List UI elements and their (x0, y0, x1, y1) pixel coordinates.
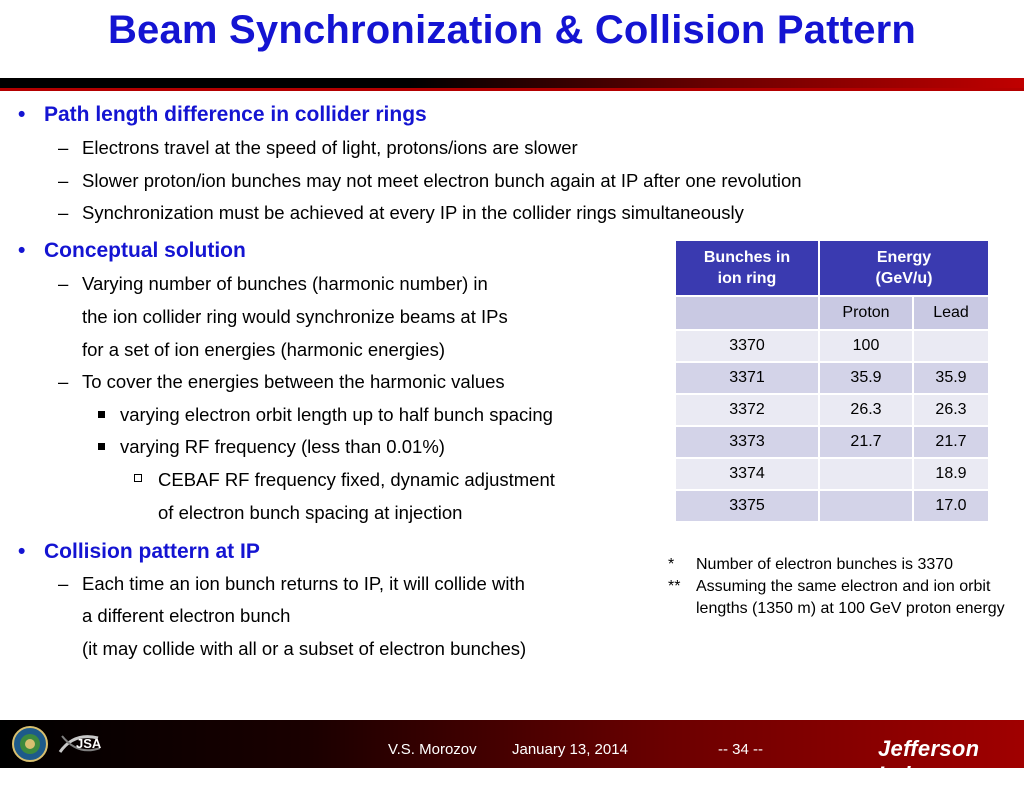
footnote-marker: ** (668, 578, 681, 595)
footer-date: January 13, 2014 (512, 741, 628, 758)
header-line: (GeV/u) (875, 270, 933, 287)
header-line: Energy (876, 249, 932, 266)
section-heading-conceptual-solution (18, 239, 246, 263)
sub-sub-list-item-continuation: of electron bunch spacing at injection (158, 502, 463, 523)
list-item-continuation: a different electron bunch (82, 605, 291, 626)
dash-bullet: – (58, 137, 69, 158)
dash-bullet: – (58, 202, 69, 223)
list-item (58, 170, 802, 192)
sub-sub-list-item (158, 469, 555, 491)
item-text: varying electron orbit length up to half bunch spacing (120, 404, 553, 425)
footer-author: V.S. Morozov (388, 741, 477, 758)
hollow-square-bullet (134, 474, 142, 482)
item-text: CEBAF RF frequency fixed, dynamic adjustment (158, 469, 555, 490)
table-cell (819, 490, 913, 522)
table-cell: 21.7 (819, 426, 913, 458)
table-cell: 18.9 (913, 458, 989, 490)
table-cell: 100 (819, 330, 913, 362)
list-item (58, 573, 525, 595)
harmonic-energy-table (674, 239, 990, 523)
table-cell: 3375 (675, 490, 819, 522)
footer-page-number: -- 34 -- (718, 741, 763, 758)
bullet-dot: • (18, 540, 26, 563)
header-line: ion ring (717, 270, 777, 287)
table-row (675, 330, 989, 362)
table-cell: 17.0 (913, 490, 989, 522)
slide-title: Beam Synchronization & Collision Pattern (107, 8, 917, 52)
footnote-text: Assuming the same electron and ion orbit lengths (1350 m) at 100 GeV proton energy (696, 578, 1005, 617)
slide-footer (0, 720, 1024, 787)
jefferson-lab-logo: Jefferson Lab (878, 736, 980, 787)
footnote (668, 554, 1018, 576)
table-cell (675, 296, 819, 330)
item-text: Varying number of bunches (harmonic number) in (82, 273, 488, 294)
sub-list-item (120, 436, 445, 458)
jsa-logo-text: JSA (76, 736, 102, 751)
list-item-continuation: the ion collider ring would synchronize beams at IPs (82, 306, 508, 327)
table-cell: Lead (913, 296, 989, 330)
title-divider (0, 78, 1024, 91)
table-cell: 3374 (675, 458, 819, 490)
dash-bullet: – (58, 573, 69, 594)
item-text: Slower proton/ion bunches may not meet electron bunch again at IP after one revolution (82, 170, 802, 191)
table-row (675, 362, 989, 394)
table-cell: 3373 (675, 426, 819, 458)
section-heading-path-length (18, 103, 427, 127)
list-item (58, 202, 744, 224)
table-row (675, 394, 989, 426)
table-cell (913, 330, 989, 362)
list-item-continuation: (it may collide with all or a subset of electron bunches) (82, 638, 527, 659)
list-item (58, 273, 488, 295)
item-text: Synchronization must be achieved at every IP in the collider rings simultaneously (82, 202, 744, 223)
table-cell: 26.3 (913, 394, 989, 426)
footnote-text: Number of electron bunches is 3370 (696, 556, 954, 573)
heading-text: Conceptual solution (44, 239, 246, 262)
footnote (668, 576, 1018, 620)
square-bullet (98, 411, 105, 418)
table-cell: 35.9 (819, 362, 913, 394)
header-energy (819, 240, 989, 296)
square-bullet (98, 443, 105, 450)
sub-list-item (120, 404, 553, 426)
table-cell (819, 458, 913, 490)
table-subheader-row (675, 296, 989, 330)
footnote-marker: * (668, 556, 675, 573)
section-heading-collision-pattern (18, 540, 260, 564)
dash-bullet: – (58, 371, 69, 392)
header-bunches (675, 240, 819, 296)
table-cell: Proton (819, 296, 913, 330)
dash-bullet: – (58, 273, 69, 294)
item-text: varying RF frequency (less than 0.01%) (120, 436, 445, 457)
bullet-dot: • (18, 239, 26, 262)
table-cell: 26.3 (819, 394, 913, 426)
table-row (675, 426, 989, 458)
table-footnotes (668, 554, 1018, 620)
table-cell: 35.9 (913, 362, 989, 394)
list-item (58, 371, 505, 393)
doe-seal-icon (12, 726, 48, 762)
header-line: Bunches in (703, 249, 791, 266)
table-cell: 3370 (675, 330, 819, 362)
table-cell: 3371 (675, 362, 819, 394)
item-text: Electrons travel at the speed of light, protons/ions are slower (82, 137, 578, 158)
list-item-continuation: for a set of ion energies (harmonic energies) (82, 339, 445, 360)
heading-text: Path length difference in collider rings (44, 103, 427, 126)
item-text: Each time an ion bunch returns to IP, it will collide with (82, 573, 525, 594)
table-row (675, 458, 989, 490)
jsa-logo-icon (54, 726, 104, 762)
item-text: To cover the energies between the harmonic values (82, 371, 505, 392)
list-item (58, 137, 578, 159)
table-cell: 3372 (675, 394, 819, 426)
bullet-dot: • (18, 103, 26, 126)
dash-bullet: – (58, 170, 69, 191)
table-row (675, 490, 989, 522)
table-cell: 21.7 (913, 426, 989, 458)
heading-text: Collision pattern at IP (44, 540, 260, 563)
